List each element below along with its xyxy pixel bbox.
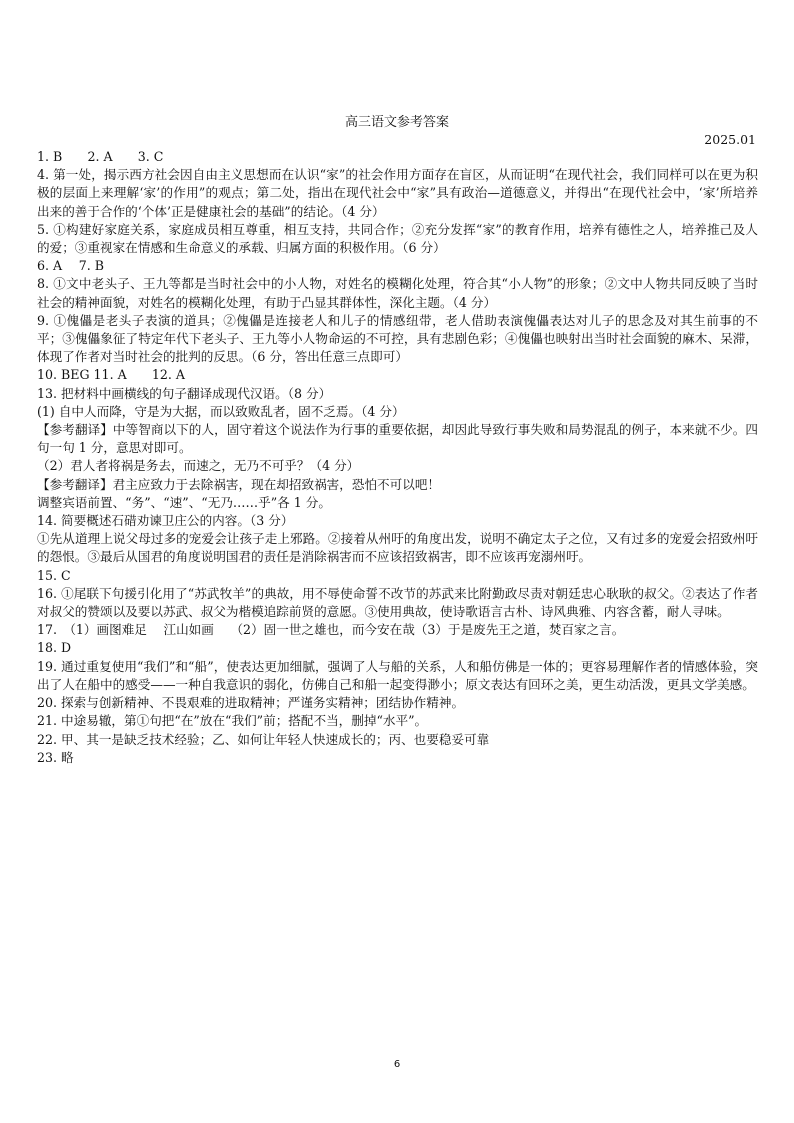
answer-line: 【参考翻译】中等智商以下的人，固守着这个说法作为行事的重要依据，却因此导致行事失败和局势混乱的例子，本来就不少。四句一句 1 分，意思对即可。 [37, 422, 758, 456]
answer-line: 13. 把材料中画横线的句子翻译成现代汉语。（8 分） [37, 385, 332, 401]
answer-line: 15. C [37, 567, 71, 583]
answer-line: 19. 通过重复使用“我们”和“船”，使表达更加细腻，强调了人与船的关系，人和船仿佛是一体的；更容易理解作者的情感体验，突出了人在船中的感受——一种自我意识的弱化，仿佛自己和船一起变得渺小；原文表达有回环之美，更生动活泼，更具文学美感。 [37, 658, 758, 692]
answer-line: 14. 简要概述石碏劝谏卫庄公的内容。（3 分） [37, 513, 294, 529]
answer-line: 23. 略 [37, 749, 74, 765]
document-date: 2025.01 [704, 132, 756, 147]
answer-line: 16. ①尾联下句援引化用了“苏武牧羊”的典故，用不辱使命誓不改节的苏武来比附勤政尽责对朝廷忠心耿耿的叔父。②表达了作者对叔父的赞颂以及要以苏武、叔父为楷模追踪前贤的意愿。③使用典故，使诗歌语言古朴、诗风典雅、内容含蓄，耐人寻味。 [37, 585, 758, 620]
answer-line: 10. BEG 11. A 12. A [37, 367, 185, 383]
answer-line: 5. ①构建好家庭关系，家庭成员相互尊重，相互支持，共同合作；②充分发挥“家”的教育作用，培养有德性之人，培养推己及人的爱；③重视家在情感和生命意义的承载、归属方面的积极作用。（6 分） [37, 221, 758, 256]
answer-line: （2）君人者将祸是务去，而速之，无乃不可乎？（4 分） [37, 458, 360, 474]
answer-line: 1. B 2. A 3. C [37, 149, 164, 164]
answer-line: 20. 探索与创新精神、不畏艰难的进取精神；严谨务实精神；团结协作精神。 [37, 695, 465, 711]
answer-list [37, 148, 758, 767]
page-title: 高三语文参考答案 [344, 115, 449, 130]
answer-line: ①先从道理上说父母过多的宠爱会让孩子走上邪路。②接着从州吁的角度出发，说明不确定太子之位，又有过多的宠爱会招致州吁的怨恨。③最后从国君的角度说明国君的责任是消除祸害而不应该招致祸害，即不应该再宠溺州吁。 [37, 531, 758, 565]
answer-line: 22. 甲、其一是缺乏技术经验；乙、如何让年轻人快速成长的；丙、也要稳妥可靠 [37, 731, 490, 747]
answer-line: 4. 第一处，揭示西方社会因自由主义思想而在认识“家”的社会作用方面存在盲区，从而证明“在现代社会，我们同样可以在更为积极的层面上来理解‘家’的作用”的观点；第二处，指出在现代社会中“家”具有政治—道德意义，并得出“在现代社会中，‘家’所培养出来的善于合作的‘个体’正是健康社会的基础”的结论。（4 分） [37, 167, 758, 219]
answer-line: 18. D [37, 640, 72, 656]
answer-line: 8. ①文中老头子、王九等都是当时社会中的小人物，对姓名的模糊化处理，符合其“小人物”的形象；②文中人物共同反映了当时社会的精神面貌，对姓名的模糊化处理，有助于凸显其群体性，深化主题。（4 分） [37, 276, 758, 310]
answer-line: (1) 自中人而降，守是为大据，而以致败乱者，固不乏焉。（4 分） [37, 403, 405, 419]
answer-line: 17. （1）画图难足 江山如画 （2）固一世之雄也，而今安在哉（3）于是废先王之道，焚百家之言。 [37, 622, 625, 638]
answer-line: 9. ①傀儡是老头子表演的道具；②傀儡是连接老人和儿子的情感纽带，老人借助表演傀儡表达对儿子的思念及对其生前事的不平；③傀儡象征了特定年代下老头子、王九等小人物命运的不可控，具有悲剧色彩；④傀儡也映射出当时社会面貌的麻木、呆滞，体现了作者对当时社会的批判的反思。（6 分，答出任意三点即可） [37, 312, 758, 365]
answer-line: 21. 中途易辙，第①句把“在”放在“我们”前；搭配不当，删掉“水平”。 [37, 713, 428, 729]
answer-line: 【参考翻译】君主应致力于去除祸害，现在却招致祸害，恐怕不可以吧！ [37, 476, 440, 492]
page-number: 6 [393, 1059, 401, 1070]
answer-line: 6. A 7. B [37, 258, 104, 274]
answer-line: 调整宾语前置、“务”、“速”、“无乃……乎”各 1 分。 [37, 494, 331, 510]
